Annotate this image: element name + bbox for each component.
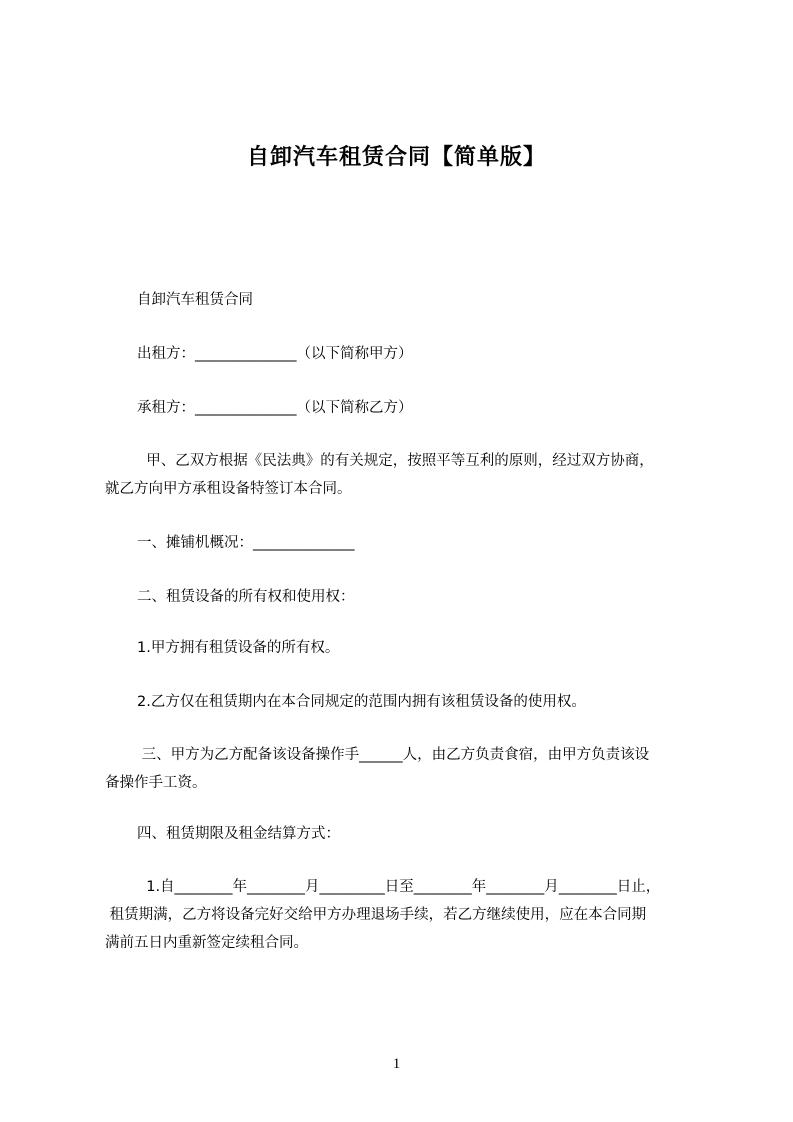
page-number: 1 [392,1056,401,1072]
clause-1: 一、摊铺机概况：______________ [137,535,355,551]
preamble-line-2: 就乙方向甲方承租设备特签订本合同。 [105,481,352,497]
clause-3-line-1: 三、甲方为乙方配备该设备操作手______人，由乙方负责食宿，由甲方负责该设 [137,747,650,763]
clause-4-heading: 四、租赁期限及租金结算方式： [137,826,340,842]
clause-2-item-1: 1.甲方拥有租赁设备的所有权。 [137,640,340,656]
lessee-line: 承租方：______________（以下简称乙方） [137,400,413,416]
document-title: 自卸汽车租赁合同【简单版】 [246,145,546,170]
contract-heading: 自卸汽车租赁合同 [137,292,253,308]
clause-4-item-1-line-1: 1.自________年________月_________日至________年________月________日止， [137,879,661,895]
clause-2-heading: 二、租赁设备的所有权和使用权： [137,589,355,605]
lessor-line: 出租方：______________（以下简称甲方） [137,346,413,362]
clause-3-line-2: 备操作手工资。 [105,775,207,791]
clause-4-item-1-line-2: 租赁期满，乙方将设备完好交给甲方办理退场手续，若乙方继续使用，应在本合同期 [105,907,647,923]
preamble-line-1: 甲、乙双方根据《民法典》的有关规定，按照平等互利的原则，经过双方协商， [137,453,654,469]
clause-4-item-1-line-3: 满前五日内重新签定续租合同。 [105,935,308,951]
clause-2-item-2: 2.乙方仅在租赁期内在本合同规定的范围内拥有该租赁设备的使用权。 [137,694,586,710]
